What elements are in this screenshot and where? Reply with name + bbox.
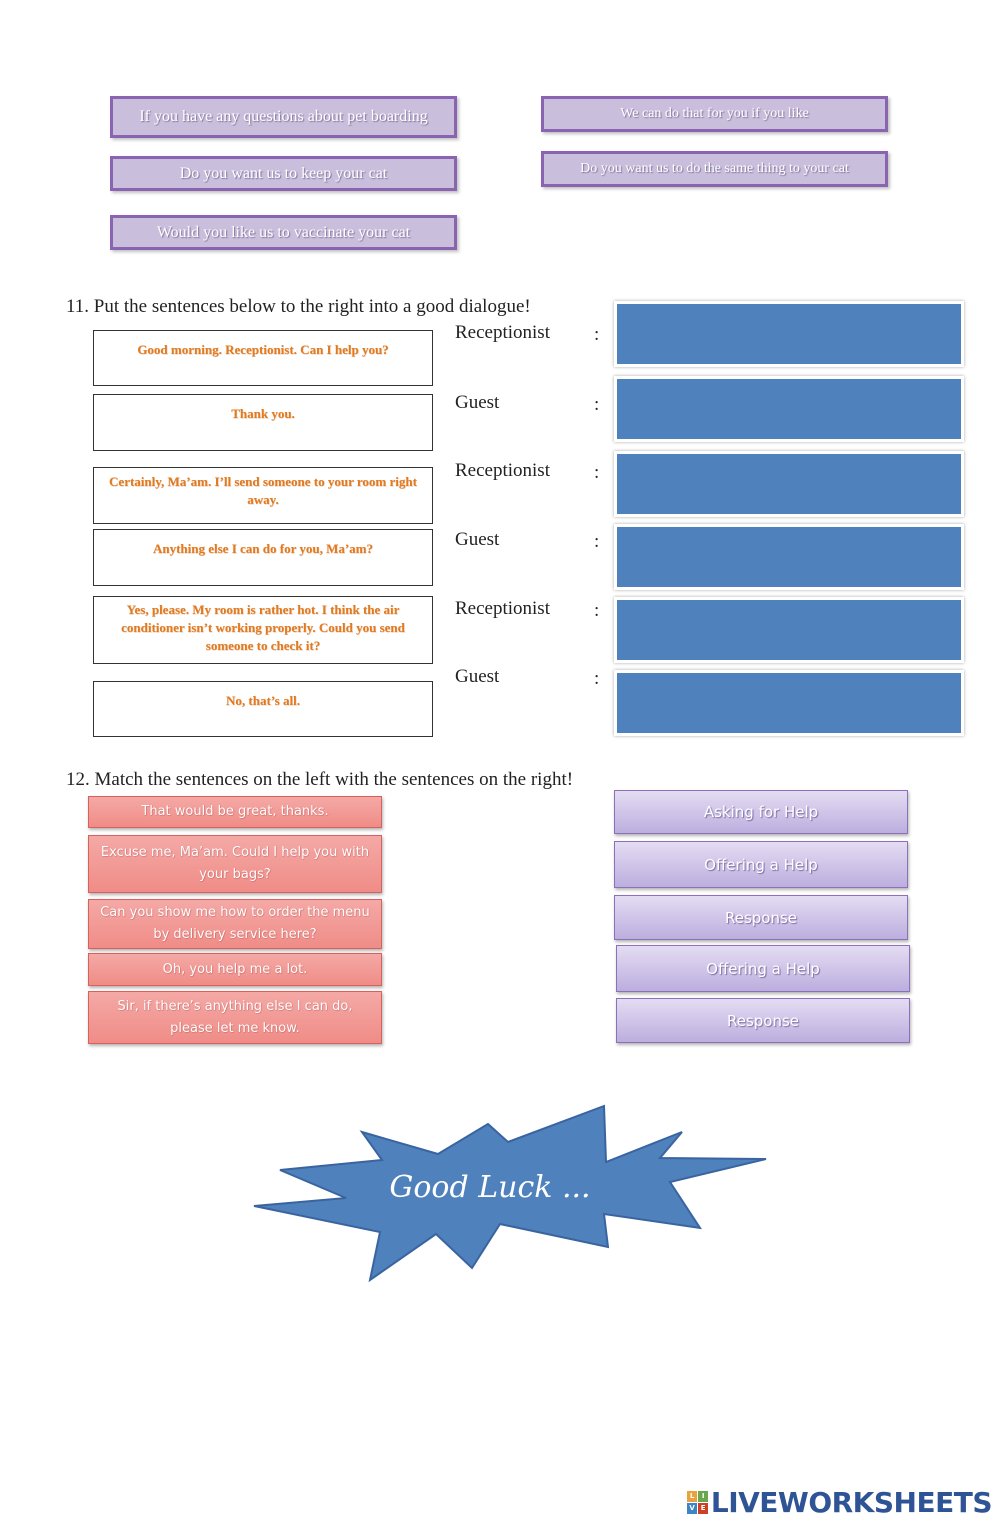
- match-left-item[interactable]: Sir, if there’s anything else I can do, please let me know.: [88, 991, 382, 1044]
- match-right-item[interactable]: Response: [614, 895, 908, 940]
- answer-drop-slot[interactable]: [614, 670, 964, 736]
- dialogue-sentence[interactable]: Thank you.: [93, 394, 433, 451]
- option-box[interactable]: Do you want us to keep your cat: [110, 156, 457, 191]
- logo-letter: V: [687, 1503, 697, 1514]
- dialogue-sentence[interactable]: Certainly, Ma’am. I’ll send someone to your room right away.: [93, 467, 433, 524]
- good-luck-starburst: [250, 1100, 770, 1285]
- question-11-title: 11. Put the sentences below to the right into a good dialogue!: [66, 296, 531, 317]
- match-right-item[interactable]: Offering a Help: [614, 841, 908, 888]
- match-left-item[interactable]: That would be great, thanks.: [88, 796, 382, 828]
- logo-letter: L: [687, 1491, 697, 1502]
- speaker-label: Receptionist: [455, 598, 550, 619]
- dialogue-sentence[interactable]: Anything else I can do for you, Ma’am?: [93, 529, 433, 586]
- speaker-label: Guest: [455, 529, 500, 550]
- match-right-item[interactable]: Asking for Help: [614, 790, 908, 834]
- option-box[interactable]: If you have any questions about pet boarding: [110, 96, 457, 138]
- match-left-item[interactable]: Oh, you help me a lot.: [88, 953, 382, 986]
- answer-drop-slot[interactable]: [614, 597, 964, 663]
- colon: :: [594, 531, 600, 552]
- question-12-title: 12. Match the sentences on the left with the sentences on the right!: [66, 769, 574, 790]
- colon: :: [594, 668, 600, 689]
- speaker-label: Guest: [455, 666, 500, 687]
- answer-drop-slot[interactable]: [614, 524, 964, 590]
- option-box[interactable]: Would you like us to vaccinate your cat: [110, 215, 457, 250]
- match-left-item[interactable]: Excuse me, Ma’am. Could I help you with your bags?: [88, 835, 382, 893]
- colon: :: [594, 394, 600, 415]
- speaker-label: Receptionist: [455, 460, 550, 481]
- match-left-item[interactable]: Can you show me how to order the menu by delivery service here?: [88, 899, 382, 949]
- speaker-label: Receptionist: [455, 322, 550, 343]
- answer-drop-slot[interactable]: [614, 376, 964, 442]
- logo-letter: I: [698, 1491, 708, 1502]
- colon: :: [594, 324, 600, 345]
- option-box[interactable]: We can do that for you if you like: [541, 96, 888, 132]
- answer-drop-slot[interactable]: [614, 451, 964, 517]
- dialogue-sentence[interactable]: No, that’s all.: [93, 681, 433, 737]
- colon: :: [594, 600, 600, 621]
- dialogue-sentence[interactable]: Good morning. Receptionist. Can I help you?: [93, 330, 433, 386]
- dialogue-sentence[interactable]: Yes, please. My room is rather hot. I think the air conditioner isn’t working properly. Could you send someone to check it?: [93, 596, 433, 664]
- brand-name: LIVEWORKSHEETS: [710, 1486, 992, 1519]
- colon: :: [594, 462, 600, 483]
- answer-drop-slot[interactable]: [614, 301, 964, 367]
- good-luck-text: Good Luck ...: [389, 1170, 591, 1205]
- match-right-item[interactable]: Response: [616, 998, 910, 1043]
- speaker-label: Guest: [455, 392, 500, 413]
- option-box[interactable]: Do you want us to do the same thing to your cat: [541, 151, 888, 187]
- match-right-item[interactable]: Offering a Help: [616, 945, 910, 992]
- logo-letter: E: [698, 1503, 708, 1514]
- liveworksheets-logo: [687, 1486, 992, 1519]
- liveworksheets-logo-icon: [687, 1491, 708, 1514]
